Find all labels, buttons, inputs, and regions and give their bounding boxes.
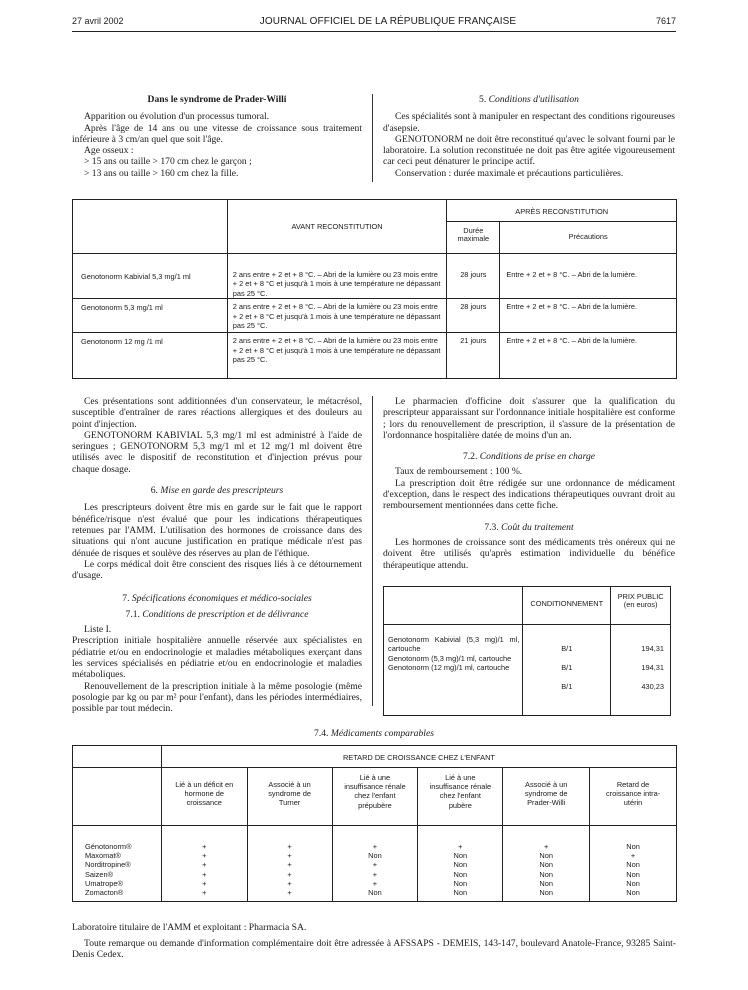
conservation-table <box>72 199 677 379</box>
table-cell: + <box>287 878 292 888</box>
paragraph: GENOTONORM ne doit être reconstitué qu'avec le solvant fourni par le laboratoire. La solution reconstituée ne doit pas être agitée vigoureusement car ceci peut dénaturer le principe actif. <box>383 133 675 168</box>
subsection-heading <box>72 609 362 620</box>
paragraph: Renouvellement de la prescription initiale à la même posologie (même posologie par kg ou par m² pour l'enfant), dans les périodes intermédiaires, possible par tout médecin. <box>72 680 362 715</box>
table-cell: + <box>202 851 207 861</box>
price-row-prix: 194,31 <box>641 663 664 672</box>
header-duree: Durée maximale <box>447 222 500 254</box>
laboratory-line: Laboratoire titulaire de l'AMM et exploitant : Pharmacia SA. <box>72 922 307 933</box>
table-cell: Non <box>453 888 468 898</box>
section-title: Conditions de prescription et de délivrance <box>142 608 309 620</box>
table-row-avant: 2 ans entre + 2 et + 8 °C. – Abri de la lumière ou 23 mois entre + 2 et + 8 °C et jusqu'à 1 mois à une température ne dépassant pas 25 °C. <box>227 333 447 379</box>
table-cell: + <box>372 878 378 888</box>
table-cell: + <box>287 842 292 851</box>
section-number: 7.2. <box>462 451 478 463</box>
section-number: 7.3. <box>484 521 499 533</box>
table-cell: Non <box>368 851 382 861</box>
table-header-empty <box>73 200 228 254</box>
prader-willi-section <box>72 94 362 179</box>
price-row-conds <box>523 625 611 716</box>
table-row-name: Genotonorm 5,3 mg/1 ml <box>73 299 228 333</box>
table-cell: Non <box>539 888 553 898</box>
column-divider <box>372 94 373 182</box>
paragraph: La prescription doit être rédigée sur une ordonnance de médicament d'exception, dans le respect des indications thérapeutiques ouvrant droit au remboursement mentionnées dans cette fiche. <box>383 477 675 512</box>
comparable-drugs-table <box>72 745 677 902</box>
price-row-prix: 430,23 <box>641 682 664 691</box>
header-rule <box>72 31 676 32</box>
subsection-heading <box>383 451 675 462</box>
paragraph: Le pharmacien d'officine doit s'assurer que la qualification du prescripteur apparaissant sur l'ordonnance initiale hospitalière est conforme ; lors du renouvellement de prescription, il s'assure de la présentation de l'ordonnance hospitalière datée de moins d'un an. <box>383 396 675 441</box>
header-conditionnement: CONDITIONNEMENT <box>523 587 611 625</box>
table-cell: Non <box>539 851 553 861</box>
price-row-prices <box>611 625 671 716</box>
section-heading <box>72 485 362 496</box>
table-cell: + <box>372 869 378 879</box>
table-row-duree: 28 jours <box>447 254 500 299</box>
table-row-precautions: Entre + 2 et + 8 °C. – Abri de la lumière. <box>500 299 677 333</box>
column-divider <box>372 396 373 706</box>
header-col: Retard de croissance intra-utérin <box>590 768 677 826</box>
paragraph: Ces spécialités sont à manipuler en respectant des conditions rigoureuses d'asepsie. <box>383 111 676 134</box>
price-table <box>383 586 671 716</box>
header-prix-label: PRIX PUBLIC <box>617 592 664 601</box>
section-title: Conditions de prise en charge <box>479 451 596 463</box>
header-group: RETARD DE CROISSANCE CHEZ L'ENFANT <box>161 746 676 768</box>
table-cell: Non <box>626 888 640 898</box>
price-row-names <box>384 625 523 716</box>
right-column-body <box>383 396 675 571</box>
table-cell: + <box>287 851 292 861</box>
header-col: Associé à un syndrome de Prader-Willi <box>503 768 590 826</box>
header-col: Lié à une insuffisance rénale chez l'enfant pubère <box>418 768 503 826</box>
value-column <box>418 826 503 902</box>
paragraph: Le corps médical doit être conscient des risques liés à ce détournement d'usage. <box>72 558 362 582</box>
header-col: Associé à un syndrome de Turner <box>247 768 332 826</box>
drug-name: Saizen® <box>85 869 114 879</box>
table-row-duree: 28 jours <box>447 299 500 333</box>
section-title: Conditions d'utilisation <box>488 94 579 105</box>
section-title: Coût du traitement <box>501 521 574 533</box>
section-number: 7.1. <box>125 608 140 620</box>
paragraph: GENOTONORM KABIVIAL 5,3 mg/1 ml est administré à l'aide de seringues ; GENOTONORM 5,3 mg/1 ml et 12 mg/1 ml doivent être utilisés avec le dispositif de reconstitution et d'injection prévus pour chaque dosage. <box>72 429 362 475</box>
table-cell: + <box>202 842 207 851</box>
conditions-utilisation-section <box>383 94 675 179</box>
table-cell: + <box>544 842 549 851</box>
contact-line: Toute remarque ou demande d'information complémentaire doit être adressée à AFSSAPS - DEMEIS, 143-147, boulevard Anatole-France, 93285 Saint-Denis Cedex. <box>72 938 676 961</box>
table-cell: Non <box>539 878 553 888</box>
subsection-heading <box>383 522 675 533</box>
drug-name: Génotonorm® <box>85 842 132 851</box>
table-cell: + <box>287 860 292 870</box>
header-prix <box>611 587 671 625</box>
paragraph: > 15 ans ou taille > 170 cm chez le garçon ; <box>84 156 252 168</box>
paragraph: Conservation : durée maximale et précautions particulières. <box>395 167 624 179</box>
value-column <box>161 826 247 902</box>
prader-willi-heading: Dans le syndrome de Prader-Willi <box>147 94 287 105</box>
price-row-cond: B/1 <box>561 663 573 672</box>
section-title: Médicaments comparables <box>330 728 434 739</box>
table-cell: Non <box>626 860 640 870</box>
price-row-cond: B/1 <box>561 644 573 653</box>
section-number: 7.4. <box>314 728 329 739</box>
section-number: 7. <box>122 593 130 605</box>
paragraph: Prescription initiale hospitalière annuelle réservée aux spécialistes en pédiatrie et/ou en endocrinologie et maladies métaboliques exerçant dans les services spécialisés en pédiatrie et/ou en endocrinologie et maladies métaboliques. <box>72 635 362 681</box>
table-cell: Non <box>453 851 468 861</box>
drug-name: Zomacton® <box>85 888 124 898</box>
table-cell: + <box>372 860 378 870</box>
table-cell: Non <box>453 878 468 888</box>
table-cell: Non <box>626 878 640 888</box>
table-row-name: Genotonorm 12 mg /1 ml <box>73 333 228 379</box>
table-cell: + <box>287 888 292 898</box>
price-row-name: Genotonorm Kabivial (5,3 mg)/1 ml, cartouche <box>388 635 520 654</box>
table-cell: + <box>202 888 207 898</box>
paragraph: Les hormones de croissance sont des médicaments très onéreux qui ne doivent être utilisés qu'après estimation individuelle du bénéfice thérapeutique attendu. <box>383 536 675 571</box>
table-cell: + <box>458 842 463 851</box>
table-cell: + <box>287 869 292 879</box>
journal-title: JOURNAL OFFICIEL DE LA RÉPUBLIQUE FRANÇAISE <box>259 16 517 27</box>
table-header-empty <box>73 768 162 826</box>
table-row-avant: 2 ans entre + 2 et + 8 °C. – Abri de la lumière ou 23 mois entre + 2 et + 8 °C et jusqu'à 1 mois à une température ne dépassant pas 25 °C. <box>227 254 447 299</box>
section-number: 5. <box>479 94 487 105</box>
drug-name: Norditropine® <box>85 860 131 870</box>
drug-names <box>73 826 162 902</box>
section-number: 6. <box>150 485 158 497</box>
paragraph: Les prescripteurs doivent être mis en garde sur le fait que le rapport bénéfice/risque n'est évalué que pour les indications thérapeutiques retenues par l'AMM. L'utilisation des hormones de croissance dans des situations qui n'ont aucune justification en pratique médicale n'est pas dénuée de risques et soulève des réserves au plan de l'éthique. <box>72 502 362 559</box>
paragraph: Liste I. <box>84 624 112 636</box>
table-cell: + <box>202 869 207 879</box>
table-cell: Non <box>453 869 468 879</box>
section-heading <box>383 94 675 105</box>
paragraph: Age osseux : <box>84 145 134 157</box>
table-cell: + <box>202 860 207 870</box>
section-title: Mise en garde des prescripteurs <box>160 485 284 497</box>
header-col: Lié à une insuffisance rénale chez l'enfant prépubère <box>332 768 418 826</box>
header-apres: APRÈS RECONSTITUTION <box>447 200 677 222</box>
price-row-cond: B/1 <box>561 682 573 691</box>
table-caption <box>72 728 676 739</box>
section-heading <box>72 593 362 604</box>
header-avant: AVANT RECONSTITUTION <box>227 200 447 254</box>
paragraph: Ces présentations sont additionnées d'un conservateur, le métacrésol, susceptible d'entraîner de rares réactions allergiques et des douleurs au point d'injection. <box>72 396 362 430</box>
table-cell: Non <box>453 860 468 870</box>
table-row-precautions: Entre + 2 et + 8 °C. – Abri de la lumière. <box>500 254 677 299</box>
header-date: 27 avril 2002 <box>72 16 124 26</box>
paragraph: Après l'âge de 14 ans ou une vitesse de croissance sous traitement inférieure à 3 cm/an quel que soit l'âge. <box>72 122 362 145</box>
value-column <box>332 826 418 902</box>
table-cell: + <box>372 842 378 851</box>
table-row-duree: 21 jours <box>447 333 500 379</box>
table-header-empty <box>73 746 162 768</box>
table-cell: Non <box>626 842 640 851</box>
price-row-name: Genotonorm (5,3 mg)/1 ml, cartouche <box>388 653 512 663</box>
table-cell: + <box>202 878 207 888</box>
paragraph: Taux de remboursement : 100 %. <box>395 466 523 478</box>
left-column-body <box>72 396 362 714</box>
value-column <box>590 826 677 902</box>
header-prix-unit: (en euros) <box>623 600 658 609</box>
table-cell: + <box>630 851 636 861</box>
price-row-prix: 194,31 <box>641 644 664 653</box>
value-column <box>247 826 332 902</box>
table-row-name: Genotonorm Kabivial 5,3 mg/1 ml <box>73 254 228 299</box>
paragraph: > 13 ans ou taille > 160 cm chez la fille. <box>84 167 239 179</box>
table-cell: Non <box>626 869 640 879</box>
table-row-precautions: Entre + 2 et + 8 °C. – Abri de la lumière. <box>500 333 677 379</box>
table-header-empty <box>384 587 523 625</box>
table-row-avant: 2 ans entre + 2 et + 8 °C. – Abri de la lumière ou 23 mois entre + 2 et + 8 °C et jusqu'à 1 mois à une température ne dépassant pas 25 °C. <box>227 299 447 333</box>
drug-name: Maxomat® <box>85 851 121 861</box>
table-cell: Non <box>368 888 382 898</box>
table-cell: Non <box>539 860 553 870</box>
drug-name: Umatrope® <box>85 878 123 888</box>
section-title: Spécifications économiques et médico-sociales <box>131 593 312 605</box>
page-number: 7617 <box>655 16 676 26</box>
table-cell: Non <box>539 869 553 879</box>
price-row-name: Genotonorm (12 mg)/1 ml, cartouche <box>388 663 510 673</box>
header-precautions: Précautions <box>500 222 677 254</box>
value-column <box>503 826 590 902</box>
header-col: Lié à un déficit en hormone de croissance <box>161 768 247 826</box>
paragraph: Apparition ou évolution d'un processus tumoral. <box>84 111 270 123</box>
